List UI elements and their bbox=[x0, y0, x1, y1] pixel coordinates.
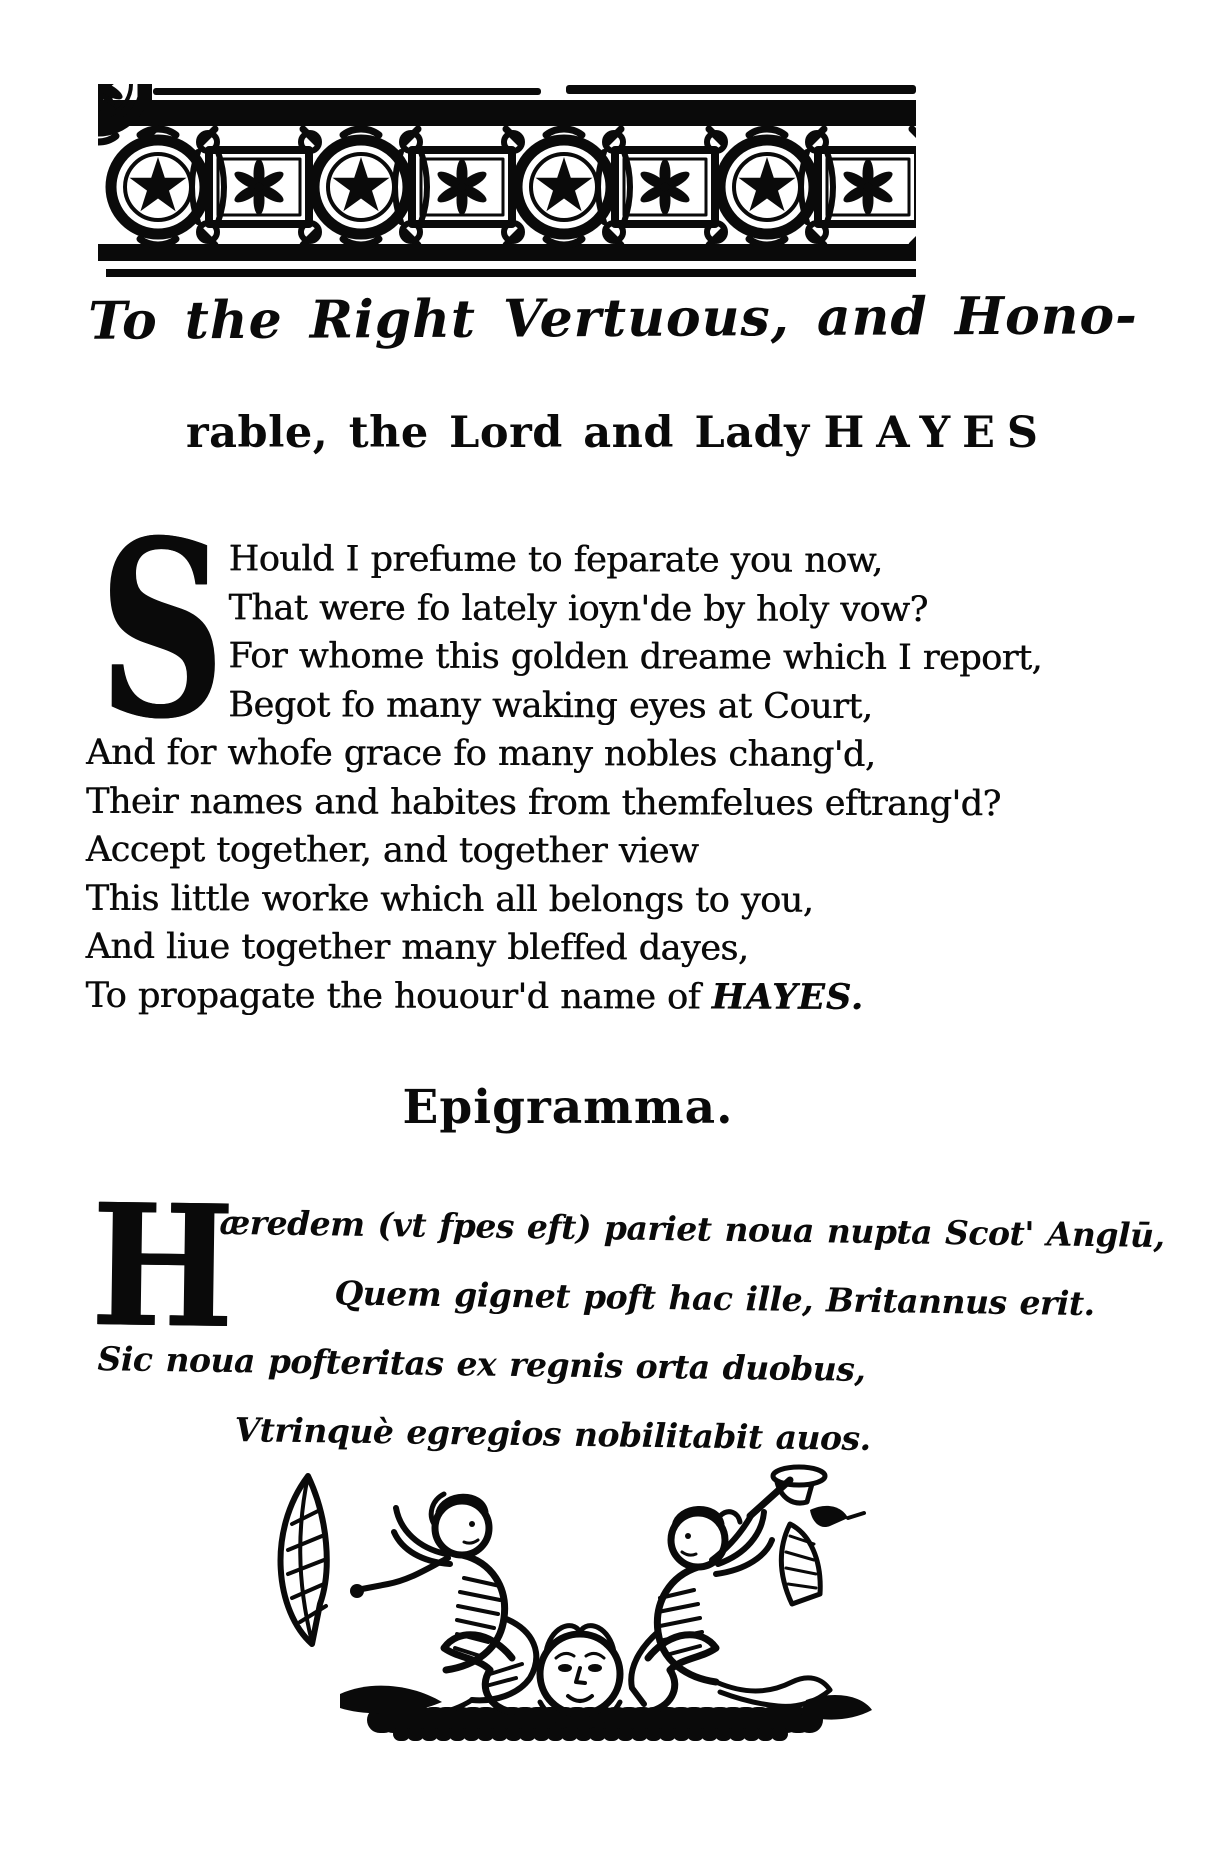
epigram-line: Vtrinquè egregios nobilitabit auos. bbox=[234, 1410, 871, 1458]
tailpiece-woodcut bbox=[250, 1462, 905, 1762]
poem-line: Their names and habites from themfelues eftrang'd? bbox=[85, 781, 1001, 824]
epigram-line: Sic noua pofteritas ex regnis orta duobus, bbox=[97, 1339, 866, 1389]
drop-cap-s: S bbox=[98, 487, 225, 774]
poem-line: That were fo lately ioyn'de by holy vow? bbox=[228, 587, 928, 630]
poem-line: Begot fo many waking eyes at Court, bbox=[228, 684, 873, 727]
cherubs-and-mask-icon bbox=[250, 1462, 905, 1762]
dedication-title-line2 bbox=[80, 408, 1156, 458]
epigram-heading: Epigramma. bbox=[402, 1080, 734, 1135]
drop-cap-h: H bbox=[89, 1166, 235, 1367]
poem-final-line-text: To propagate the houour'd name of bbox=[85, 975, 712, 1017]
strapwork-frieze-icon bbox=[98, 84, 916, 291]
poem-line: Hould I prefume to feparate you now, bbox=[228, 539, 883, 581]
dedication-title-line1: To the Right Vertuous, and Hono- bbox=[88, 285, 1138, 352]
poem-line: And for whofe grace fo many nobles chang'd, bbox=[86, 732, 876, 775]
dedicatee-name: HAYES bbox=[823, 408, 1050, 458]
epigram-line: æredem (vt fpes eft) pariet noua nupta Scot' Anglū, bbox=[219, 1202, 1165, 1256]
dedication-title-line2-text: rable, the Lord and Lady bbox=[186, 408, 810, 458]
poem-line: And liue together many bleffed dayes, bbox=[85, 926, 749, 969]
header-ornament-band bbox=[98, 84, 916, 291]
poem-line-final bbox=[85, 971, 955, 1022]
poem-line: This little worke which all belongs to you, bbox=[85, 878, 814, 921]
epigram-line: Quem gignet poft hac ille, Britannus erit. bbox=[334, 1273, 1095, 1324]
poem-line: For whome this golden dreame which I report, bbox=[228, 636, 1043, 679]
poem-final-name: HAYES. bbox=[711, 975, 865, 1018]
dedicatory-poem bbox=[85, 487, 1043, 1022]
latin-epigram bbox=[82, 1166, 1165, 1474]
poem-line: Accept together, and together view bbox=[85, 829, 699, 872]
